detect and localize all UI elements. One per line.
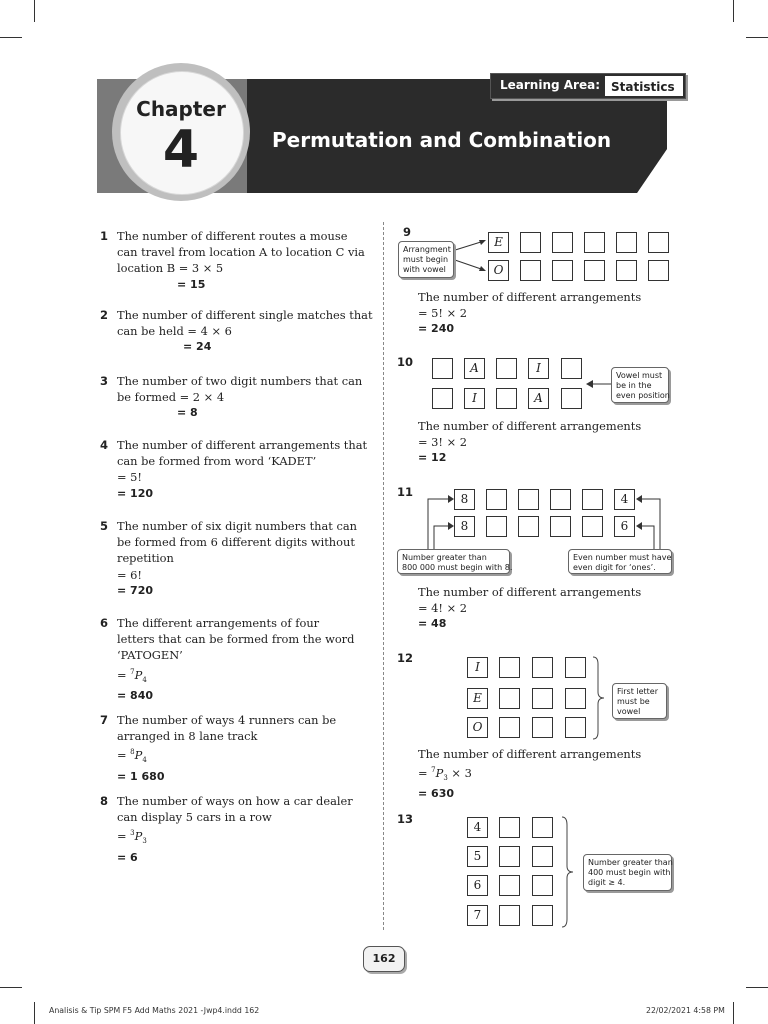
blank-box	[532, 846, 553, 867]
blank-box	[565, 717, 586, 738]
question-text: can travel from location A to location C via	[117, 245, 365, 260]
permutation-expression: = $^3P_3$	[117, 829, 147, 846]
blank-box	[532, 817, 553, 838]
digit-box: 4	[467, 817, 488, 838]
note-callout: Vowel must be in the even position	[611, 367, 669, 403]
crop-mark	[733, 0, 734, 22]
question-number: 8	[100, 794, 109, 808]
question-number: 3	[100, 374, 109, 388]
blank-box	[532, 657, 553, 678]
blank-box	[499, 875, 520, 896]
answer: = 24	[183, 340, 212, 354]
question-text: = 5!	[117, 470, 142, 485]
question-number: 9	[403, 225, 412, 239]
answer: = 840	[117, 688, 154, 702]
answer: = 1 680	[117, 769, 165, 783]
blank-box	[616, 232, 637, 253]
question-6	[100, 615, 355, 704]
question-text: The number of different routes a mouse	[117, 229, 348, 243]
digit-box: 5	[467, 846, 488, 867]
blank-box	[552, 260, 573, 281]
blank-box	[520, 260, 541, 281]
note-callout: Number greater than 800 000 must begin with 8.	[397, 549, 510, 574]
crop-mark	[746, 37, 768, 38]
answer: = 6	[117, 850, 138, 864]
crop-mark	[733, 1002, 734, 1024]
answer: = 8	[177, 406, 198, 420]
digit-box: 8	[454, 516, 475, 537]
working: The number of different arrangements = 3! × 2 = 12	[418, 419, 642, 464]
letter-box: I	[528, 358, 549, 379]
letter-box: E	[488, 232, 509, 253]
blank-box	[565, 688, 586, 709]
blank-box	[518, 516, 539, 537]
blank-box	[499, 905, 520, 926]
blank-box	[552, 232, 573, 253]
blank-box	[648, 260, 669, 281]
digit-box: 6	[467, 875, 488, 896]
blank-box	[550, 516, 571, 537]
question-number: 4	[100, 438, 109, 452]
question-number: 10	[397, 355, 414, 369]
answer: = 15	[177, 277, 206, 291]
letter-box: I	[464, 388, 485, 409]
letter-box: I	[467, 657, 488, 678]
digit-box: 7	[467, 905, 488, 926]
blank-box	[499, 817, 520, 838]
digit-box: 6	[614, 516, 635, 537]
letter-box: A	[464, 358, 485, 379]
question-text: The number of two digit numbers that can	[117, 374, 363, 388]
question-number: 6	[100, 616, 109, 630]
question-text: be formed from 6 different digits without	[117, 535, 355, 550]
question-3	[100, 373, 363, 422]
answer: = 720	[117, 583, 154, 597]
blank-box	[582, 489, 603, 510]
question-text: letters that can be formed from the word	[117, 632, 355, 647]
question-text: location B = 3 × 5	[117, 261, 224, 276]
blank-box	[499, 688, 520, 709]
question-text: The number of ways on how a car dealer	[117, 794, 353, 808]
note-callout: Arrangment must begin with vowel	[398, 241, 454, 278]
permutation-expression: = $^7P_3 \times 3$	[418, 765, 472, 782]
digit-box: 8	[454, 489, 475, 510]
blank-box	[486, 516, 507, 537]
working: The number of different arrangements = $^7P_3 \times 3$ = 630	[418, 747, 642, 801]
question-4	[100, 437, 368, 502]
permutation-expression: = $^7P_4$	[117, 667, 147, 684]
blank-box	[518, 489, 539, 510]
chapter-label: Chapter	[136, 97, 226, 121]
question-text: The different arrangements of four	[117, 616, 320, 630]
blank-box	[499, 717, 520, 738]
brace-icon	[561, 816, 575, 928]
question-text: arranged in 8 lane track	[117, 729, 258, 744]
blank-box	[584, 232, 605, 253]
question-text: ‘PATOGEN’	[117, 648, 183, 663]
blank-box	[496, 358, 517, 379]
blank-box	[486, 489, 507, 510]
brace-icon	[592, 656, 606, 740]
blank-box	[496, 388, 517, 409]
letter-box: E	[467, 688, 488, 709]
question-2	[100, 307, 373, 356]
crop-mark	[34, 0, 35, 22]
question-text: The number of different arrangements that	[117, 438, 368, 452]
permutation-expression: = $^8P_4$	[117, 748, 147, 765]
arrow-left-icon	[586, 379, 612, 389]
page-number: 162	[363, 946, 405, 972]
answer: = 120	[117, 486, 154, 500]
question-text: The number of ways 4 runners can be	[117, 713, 337, 727]
question-text: = 6!	[117, 567, 142, 582]
question-1	[100, 228, 365, 293]
working: The number of different arrangements = 4! × 2 = 48	[418, 585, 642, 630]
blank-box	[616, 260, 637, 281]
digit-box: 4	[614, 489, 635, 510]
crop-mark	[0, 987, 22, 988]
letter-box: A	[528, 388, 549, 409]
blank-box	[499, 846, 520, 867]
question-7	[100, 712, 337, 785]
question-number: 13	[397, 812, 414, 826]
letter-box: O	[488, 260, 509, 281]
learning-area-label: Learning Area:	[500, 78, 601, 92]
blank-box	[582, 516, 603, 537]
question-number: 7	[100, 713, 109, 727]
learning-area-value: Statistics	[605, 76, 683, 96]
footer-file-info: Analisis & Tip SPM F5 Add Maths 2021 -Jwp4.indd 162	[49, 1006, 260, 1015]
question-text: can be formed from word ‘KADET’	[117, 454, 317, 469]
question-number: 1	[100, 229, 109, 243]
question-text: can display 5 cars in a row	[117, 810, 272, 825]
blank-box	[432, 388, 453, 409]
working: The number of different arrangements = 5! × 2 = 240	[418, 290, 642, 335]
blank-box	[499, 657, 520, 678]
note-callout: First letter must be vowel	[612, 683, 667, 719]
question-number: 5	[100, 519, 109, 533]
blank-box	[520, 232, 541, 253]
crop-mark	[0, 37, 22, 38]
blank-box	[550, 489, 571, 510]
blank-box	[565, 657, 586, 678]
blank-box	[584, 260, 605, 281]
blank-box	[532, 905, 553, 926]
blank-box	[532, 688, 553, 709]
question-text: be formed = 2 × 4	[117, 390, 225, 405]
footer-timestamp: 22/02/2021 4:58 PM	[646, 1006, 725, 1015]
blank-box	[532, 717, 553, 738]
question-number: 11	[397, 485, 414, 499]
question-8	[100, 793, 353, 866]
column-divider	[383, 222, 384, 930]
question-number: 2	[100, 308, 109, 322]
blank-box	[648, 232, 669, 253]
blank-box	[432, 358, 453, 379]
blank-box	[561, 388, 582, 409]
blank-box	[532, 875, 553, 896]
chapter-number: 4	[162, 120, 200, 180]
letter-box: O	[467, 717, 488, 738]
question-5	[100, 518, 357, 599]
chapter-title: Permutation and Combination	[272, 128, 612, 152]
question-text: The number of six digit numbers that can	[117, 519, 357, 533]
question-text: repetition	[117, 551, 174, 566]
blank-box	[561, 358, 582, 379]
crop-mark	[746, 987, 768, 988]
question-text: The number of different single matches that	[117, 308, 373, 322]
crop-mark	[34, 1002, 35, 1024]
question-text: can be held = 4 × 6	[117, 324, 232, 339]
note-callout: Number greater than 400 must begin with digit ≥ 4.	[583, 854, 672, 891]
arrow-lines	[450, 235, 490, 275]
note-callout: Even number must have even digit for ‘ones’.	[568, 549, 672, 574]
question-number: 12	[397, 651, 414, 665]
learning-area-badge	[490, 73, 686, 99]
